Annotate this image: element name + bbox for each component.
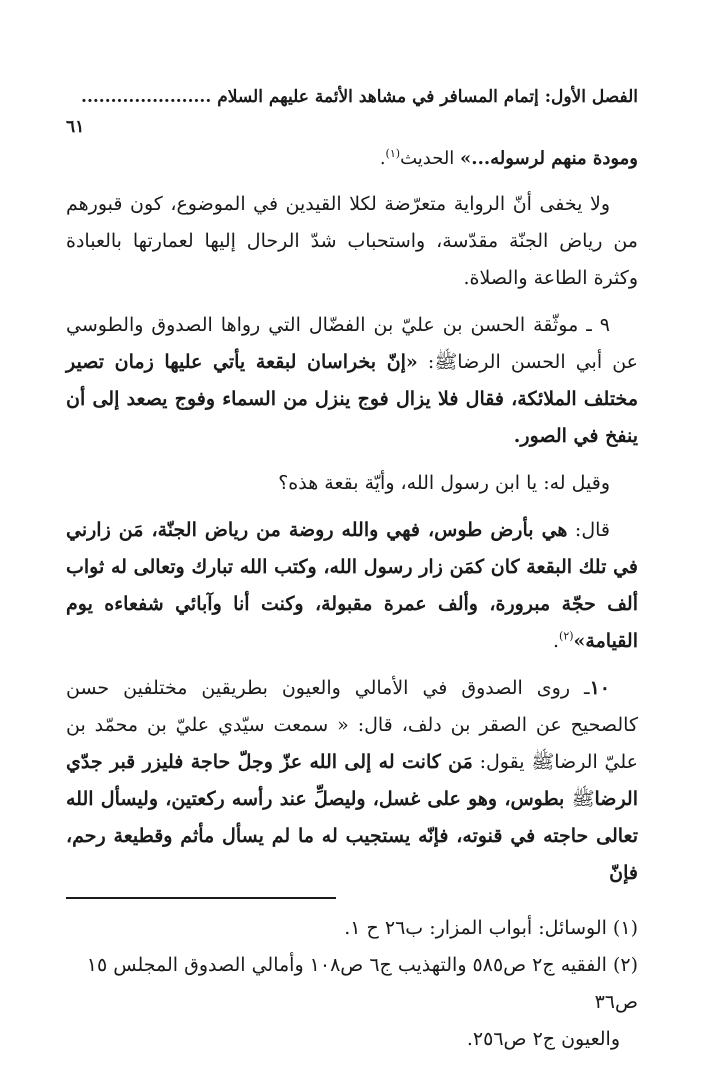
paragraph-4 xyxy=(66,512,638,660)
paragraph-2 xyxy=(66,307,638,455)
footnote-ref-2: (٢) xyxy=(559,629,574,643)
footnotes xyxy=(66,910,638,1058)
para2-colon: : xyxy=(417,351,435,373)
para5-quote-2: بطوس، وهو على غسل، وليصلِّ عند رأسه ركعتين، وليسأل الله تعالى حاجته في قنوته، فإنّه يستجيب له ما لم يسأل مأثم وقطيعة رحم، فإنّ xyxy=(66,788,638,884)
para4-quote: هي بأرض طوس، فهي والله روضة من رياض الجنّة، مَن زارني في تلك البقعة كان كمَن زار رسول الله، وكتب الله تبارك وتعالى له ثواب ألف حجّة مبرورة، وألف عمرة مقبولة، وكنت أنا وآبائي شفعاءه يوم القيامة» xyxy=(66,519,638,652)
para2-intro: ٩ ـ موثّقة الحسن بن عليّ بن الفضّال التي رواها الصدوق والطوسي عن أبي الحسن الرضا xyxy=(66,314,639,373)
para5-intro: ـ روى الصدوق في الأمالي والعيون بطريقين مختلفين حسن كالصحيح عن الصقر بن دلف، قال: « سمعت سيّدي عليّ بن محمّد بن عليّ الرضا xyxy=(66,677,638,773)
para4-intro: قال: xyxy=(567,519,610,541)
header-title: الفصل الأول: إتمام المسافر في مشاهد الأئمة عليهم السلام xyxy=(217,87,638,107)
continuation-line xyxy=(66,142,638,176)
header-dots: ...................... xyxy=(81,87,212,107)
page-number: ٦١ xyxy=(66,117,85,137)
running-header xyxy=(66,82,638,142)
honorific-icon: ﷺ xyxy=(531,751,555,773)
para5-number: ١٠ xyxy=(589,677,610,699)
para3-intro: وقيل له: يا ابن رسول الله، وأيّة بقعة هذه؟ xyxy=(278,472,610,494)
para4-end: . xyxy=(552,630,560,652)
cont-quote: ومودة منهم لرسوله...» xyxy=(460,148,638,169)
footnote-1: (١) الوسائل: أبواب المزار: ب٢٦ ح ١. xyxy=(344,917,638,939)
para2-quote: «إنّ بخراسان لبقعة يأتي عليها زمان تصير مختلف الملائكة، فقال فلا يزال فوج ينزل من السماء وفوج يصعد إلى أن ينفخ في الصور. xyxy=(66,351,638,447)
footnote-divider xyxy=(66,897,336,899)
para5-quote-1: مَن كانت له إلى الله عزّ وجلّ حاجة فليزر قبر جدّي الرضا xyxy=(66,751,638,810)
para5-mid: يقول: xyxy=(472,751,532,773)
paragraph-3 xyxy=(66,465,638,502)
cont-text: الحديث xyxy=(400,148,455,169)
paragraph-1: ولا يخفى أنّ الرواية متعرّضة لكلا القيدين في الموضوع، كون قبورهم من رياض الجنّة مقدّسة، واستحباب شدّ الرحال إليها لعمارتها بالعبادة وكثرة الطاعة والصلاة. xyxy=(66,193,638,289)
paragraph-5 xyxy=(66,670,638,892)
footnote-2-continued: والعيون ج٢ ص٢٥٦. xyxy=(466,1028,620,1050)
honorific-icon: ﷺ xyxy=(434,351,458,373)
footnote-ref-1: (١) xyxy=(385,147,401,160)
cont-end: . xyxy=(379,148,386,169)
honorific-icon: ﷺ xyxy=(571,788,595,810)
footnote-2: (٢) الفقيه ج٢ ص٥٨٥ والتهذيب ج٦ ص١٠٨ وأمالي الصدوق المجلس ١٥ ص٣٦ xyxy=(86,954,638,1013)
